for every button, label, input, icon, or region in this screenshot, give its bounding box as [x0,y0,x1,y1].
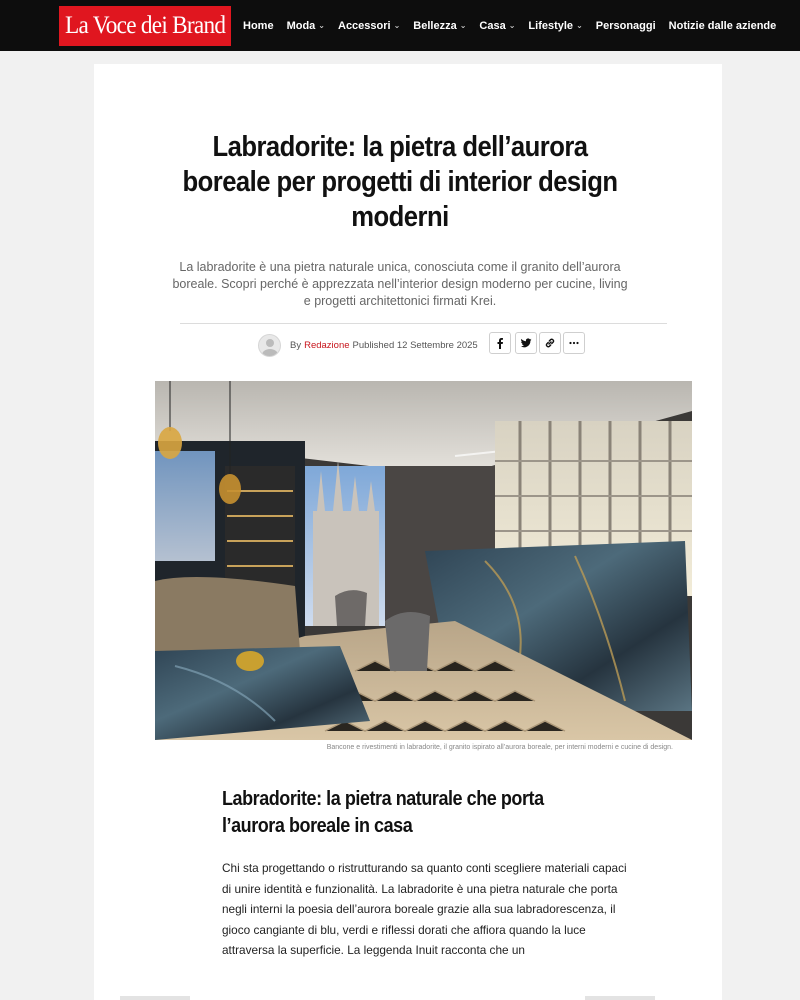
divider [585,996,655,1000]
chevron-down-icon: ⌄ [459,21,467,30]
nav-item-label: Moda [286,19,316,32]
article-body: Chi sta progettando o ristrutturando sa quanto conti scegliere materiali capaci di unire identità e funzionalità. La labradorite è una pietra naturale che porta negli interni la poesia dell’aurora boreale grazie alla sua labradorescenza, il gioco cangiante di blu, verdi e riflessi dorati che affiora quando la luce attraversa la superficie. La leggenda Inuit racconta che un [222,861,627,957]
chevron-down-icon: ⌄ [508,21,516,30]
nav-item-home[interactable] [243,20,274,32]
nav-item-label: Lifestyle [528,19,574,32]
nav-item-label: Notizie dalle aziende [668,19,777,32]
share-facebook-button[interactable] [489,332,511,354]
divider [120,996,190,1000]
chevron-down-icon: ⌄ [318,21,325,30]
section-title: Labradorite: la pietra naturale che porta l’aurora boreale in casa [222,788,544,837]
nav-item-moda[interactable] [287,20,325,32]
share-twitter-button[interactable] [515,332,537,354]
nav-item-label: Bellezza [413,19,457,32]
featured-image [155,381,692,740]
article-title: Labradorite: la pietra dell’aurora boreale per progetti di interior design moderni [182,131,618,233]
publish-date: 12 Settembre 2025 [396,339,478,351]
nav-item-lifestyle[interactable] [528,20,582,32]
link-icon [544,337,556,349]
nav-item-label: Personaggi [595,19,656,32]
main-menu [243,0,789,51]
article-lede: La labradorite è una pietra naturale unica, conosciuta come il granito dell’aurora boreale. Scopri perché è apprezzata nell’interior design moderno per cucine, living e progetti architettonici firmati Krei. [172,260,628,308]
nav-item-label: Casa [479,19,506,32]
site-logo[interactable] [59,6,231,46]
twitter-icon [520,337,532,349]
nav-item-notizie[interactable] [669,20,777,32]
share-more-button[interactable] [563,332,585,354]
nav-item-personaggi[interactable] [596,20,656,32]
more-icon [568,337,580,349]
facebook-icon [494,337,506,349]
nav-item-casa[interactable] [479,20,515,32]
nav-item-label: Accessori [338,19,391,32]
nav-item-bellezza[interactable] [413,20,466,32]
top-navigation-bar [0,0,800,51]
divider [180,323,667,324]
share-link-button[interactable] [539,332,561,354]
site-logo-text: La Voce dei Brand [64,12,226,39]
nav-item-accessori[interactable] [338,20,400,32]
chevron-down-icon: ⌄ [393,21,401,30]
byline [258,333,478,357]
byline-by: By [290,339,302,351]
image-caption: Bancone e rivestimenti in labradorite, il granito ispirato all’aurora boreale, per interni moderni e cucine di design. [326,744,673,751]
author-avatar[interactable] [258,334,281,357]
author-link[interactable]: Redazione [304,339,350,351]
chevron-down-icon: ⌄ [576,21,583,30]
nav-item-label: Home [243,19,274,32]
published-label: Published [352,339,395,351]
